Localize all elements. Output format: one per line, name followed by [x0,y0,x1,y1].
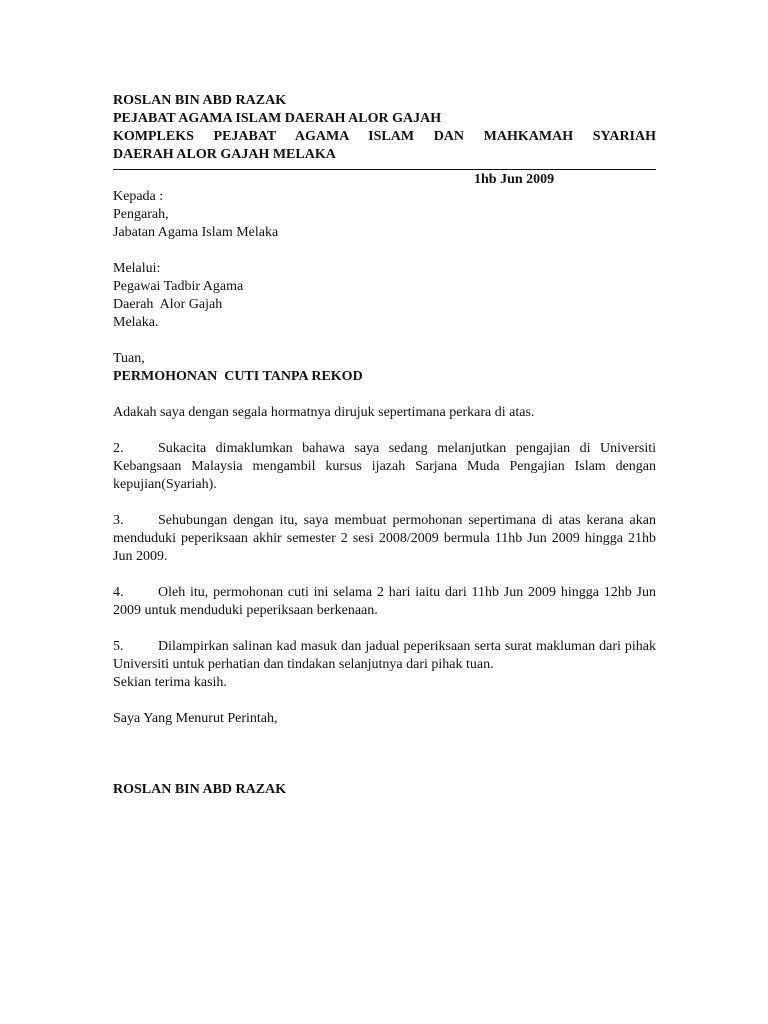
paragraph-number: 4. [113,585,124,600]
spacer [113,692,656,710]
recipient-line-1: Pengarah, [113,207,169,222]
spacer [113,386,656,404]
spacer [113,422,656,440]
subject-line: PERMOHONAN CUTI TANPA REKOD [113,369,363,384]
spacer [113,620,656,638]
spacer [113,566,656,584]
signature-name: ROSLAN BIN ABD RAZAK [113,782,287,797]
via-line-3: Melaka. [113,315,159,330]
opening-paragraph: Adakah saya dengan segala hormatnya dirujuk sepertimana perkara di atas. [113,405,535,420]
closing-line: Sekian terima kasih. [113,675,227,690]
signature-space [113,728,656,781]
sender-name: ROSLAN BIN ABD RAZAK [113,93,287,108]
sign-off: Saya Yang Menurut Perintah, [113,711,278,726]
paragraph-number: 3. [113,513,124,528]
paragraph-2 [113,440,656,494]
paragraph-5 [113,638,656,674]
paragraph-4 [113,584,656,620]
date-row [113,170,656,188]
paragraph-text: Dilampirkan salinan kad masuk dan jadual peperiksaan serta surat makluman dari pihak Universiti untuk perhatian dan tindakan selanjutnya dari pihak tuan. [113,639,656,672]
office-name: PEJABAT AGAMA ISLAM DAERAH ALOR GAJAH [113,111,442,126]
complex-line-1: KOMPLEKS PEJABAT AGAMA ISLAM DAN MAHKAMAH SYARIAH [113,129,656,144]
paragraph-text: Oleh itu, permohonan cuti ini selama 2 hari iaitu dari 11hb Jun 2009 hingga 12hb Jun 2009 untuk menduduki peperiksaan berkenaan. [113,585,656,618]
recipient-line-2: Jabatan Agama Islam Melaka [113,225,279,240]
spacer [113,332,656,350]
letter [113,92,656,799]
via-line-2: Daerah Alor Gajah [113,297,223,312]
paragraph-number: 2. [113,441,124,456]
via-label: Melalui: [113,261,161,276]
spacer [113,242,656,260]
via-line-1: Pegawai Tadbir Agama [113,279,244,294]
letter-date: 1hb Jun 2009 [474,172,555,187]
salutation: Tuan, [113,351,145,366]
complex-line-2: DAERAH ALOR GAJAH MELAKA [113,147,336,162]
paragraph-3 [113,512,656,566]
paragraph-number: 5. [113,639,124,654]
paragraph-text: Sehubungan dengan itu, saya membuat permohonan sepertimana di atas kerana akan menduduki peperiksaan akhir semester 2 sesi 2008/2009 bermula 11hb Jun 2009 hingga 21hb Jun 2009. [113,513,656,564]
paragraph-text: Sukacita dimaklumkan bahawa saya sedang melanjutkan pengajian di Universiti Kebangsaan Malaysia mengambil kursus ijazah Sarjana Muda Pengajian Islam dengan kepujian(Syariah). [113,441,656,492]
recipient-label: Kepada : [113,189,164,204]
spacer [113,494,656,512]
